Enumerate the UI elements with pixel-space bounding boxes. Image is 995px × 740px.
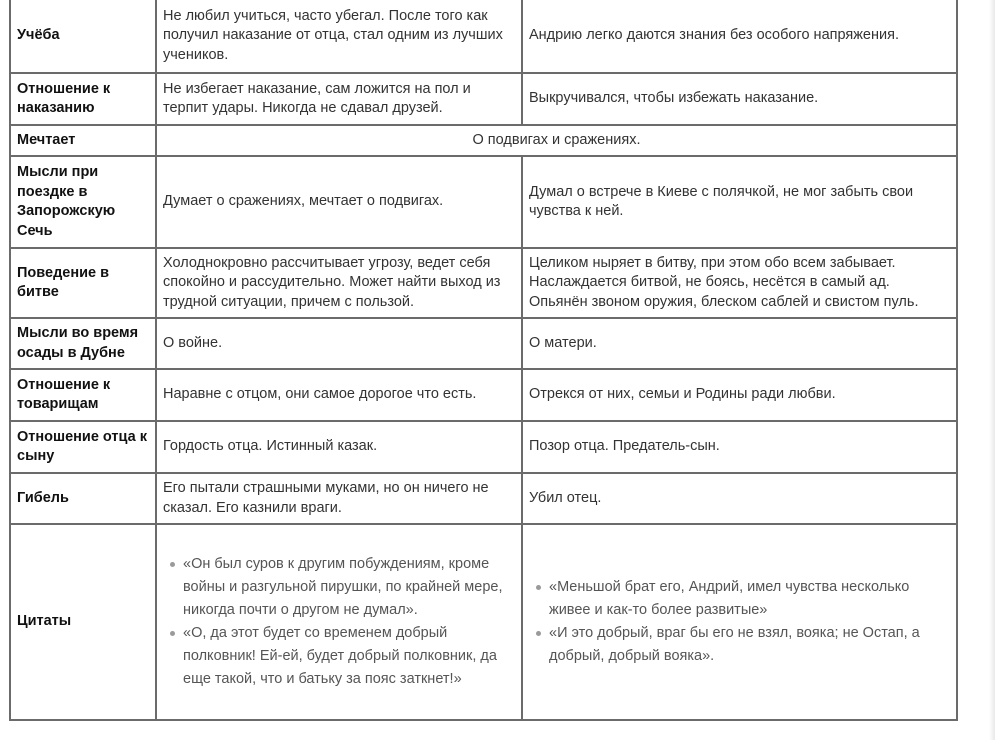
row-label: Отношение отца к сыну: [10, 421, 156, 473]
andriy-cell: О матери.: [522, 318, 957, 369]
row-label: Учёба: [10, 0, 156, 73]
table-row: [10, 421, 957, 473]
quote-item: «О, да этот будет со временем добрый полковник! Ей-ей, будет добрый полковник, да еще такой, что и батьку за пояс заткнет!»: [183, 622, 515, 691]
table-row: [10, 156, 957, 248]
andriy-cell: Андрию легко даются знания без особого напряжения.: [522, 0, 957, 73]
row-label: Отношение к наказанию: [10, 73, 156, 125]
andriy-cell: Выкручивался, чтобы избежать наказание.: [522, 73, 957, 125]
table-row: [10, 318, 957, 369]
row-label: Мысли при поездке в Запорожскую Сечь: [10, 156, 156, 248]
andriy-quotes-list: [529, 576, 950, 668]
ostap-quotes-cell: [156, 524, 522, 720]
row-label: Мечтает: [10, 125, 156, 156]
andriy-cell: Отрекся от них, семьи и Родины ради любви.: [522, 369, 957, 421]
ostap-cell: Гордость отца. Истинный казак.: [156, 421, 522, 473]
andriy-quotes-cell: [522, 524, 957, 720]
andriy-cell: Убил отец.: [522, 473, 957, 524]
ostap-cell: О войне.: [156, 318, 522, 369]
quote-item: «Он был суров к другим побуждениям, кроме войны и разгульной пирушки, по крайней мере, никогда почти о другом не думал».: [183, 553, 515, 622]
row-label: Гибель: [10, 473, 156, 524]
row-label: Цитаты: [10, 524, 156, 720]
table-row: [10, 473, 957, 524]
table-row: [10, 248, 957, 318]
table-row: [10, 0, 957, 73]
table-row: [10, 73, 957, 125]
ostap-cell: Наравне с отцом, они самое дорогое что есть.: [156, 369, 522, 421]
andriy-cell: Думал о встрече в Киеве с полячкой, не мог забыть свои чувства к ней.: [522, 156, 957, 248]
row-label: Отношение к товарищам: [10, 369, 156, 421]
ostap-cell: Холоднокровно рассчитывает угрозу, ведет себя спокойно и рассудительно. Может найти выход из трудной ситуации, причем с пользой.: [156, 248, 522, 318]
ostap-cell: Его пытали страшными муками, но он ничего не сказал. Его казнили враги.: [156, 473, 522, 524]
ostap-cell: Не избегает наказание, сам ложится на пол и терпит удары. Никогда не сдавал друзей.: [156, 73, 522, 125]
ostap-cell: Не любил учиться, часто убегал. После того как получил наказание от отца, стал одним из лучших учеников.: [156, 0, 522, 73]
row-label: Мысли во время осады в Дубне: [10, 318, 156, 369]
table-row: [10, 369, 957, 421]
ostap-quotes-list: [163, 553, 515, 691]
ostap-cell: Думает о сражениях, мечтает о подвигах.: [156, 156, 522, 248]
quote-item: «Меньшой брат его, Андрий, имел чувства несколько живее и как-то более развитые»: [549, 576, 950, 622]
row-label: Поведение в битве: [10, 248, 156, 318]
comparison-table: [9, 0, 958, 721]
andriy-cell: Позор отца. Предатель-сын.: [522, 421, 957, 473]
shared-cell: О подвигах и сражениях.: [156, 125, 957, 156]
quote-item: «И это добрый, враг бы его не взял, вояка; не Остап, а добрый, добрый вояка».: [549, 622, 950, 668]
window-edge: [989, 0, 995, 740]
table-row: [10, 125, 957, 156]
table-row-quotes: [10, 524, 957, 720]
andriy-cell: Целиком ныряет в битву, при этом обо всем забывает. Наслаждается битвой, не боясь, несётся в самый ад. Опьянён звоном оружия, блеском саблей и свистом пуль.: [522, 248, 957, 318]
